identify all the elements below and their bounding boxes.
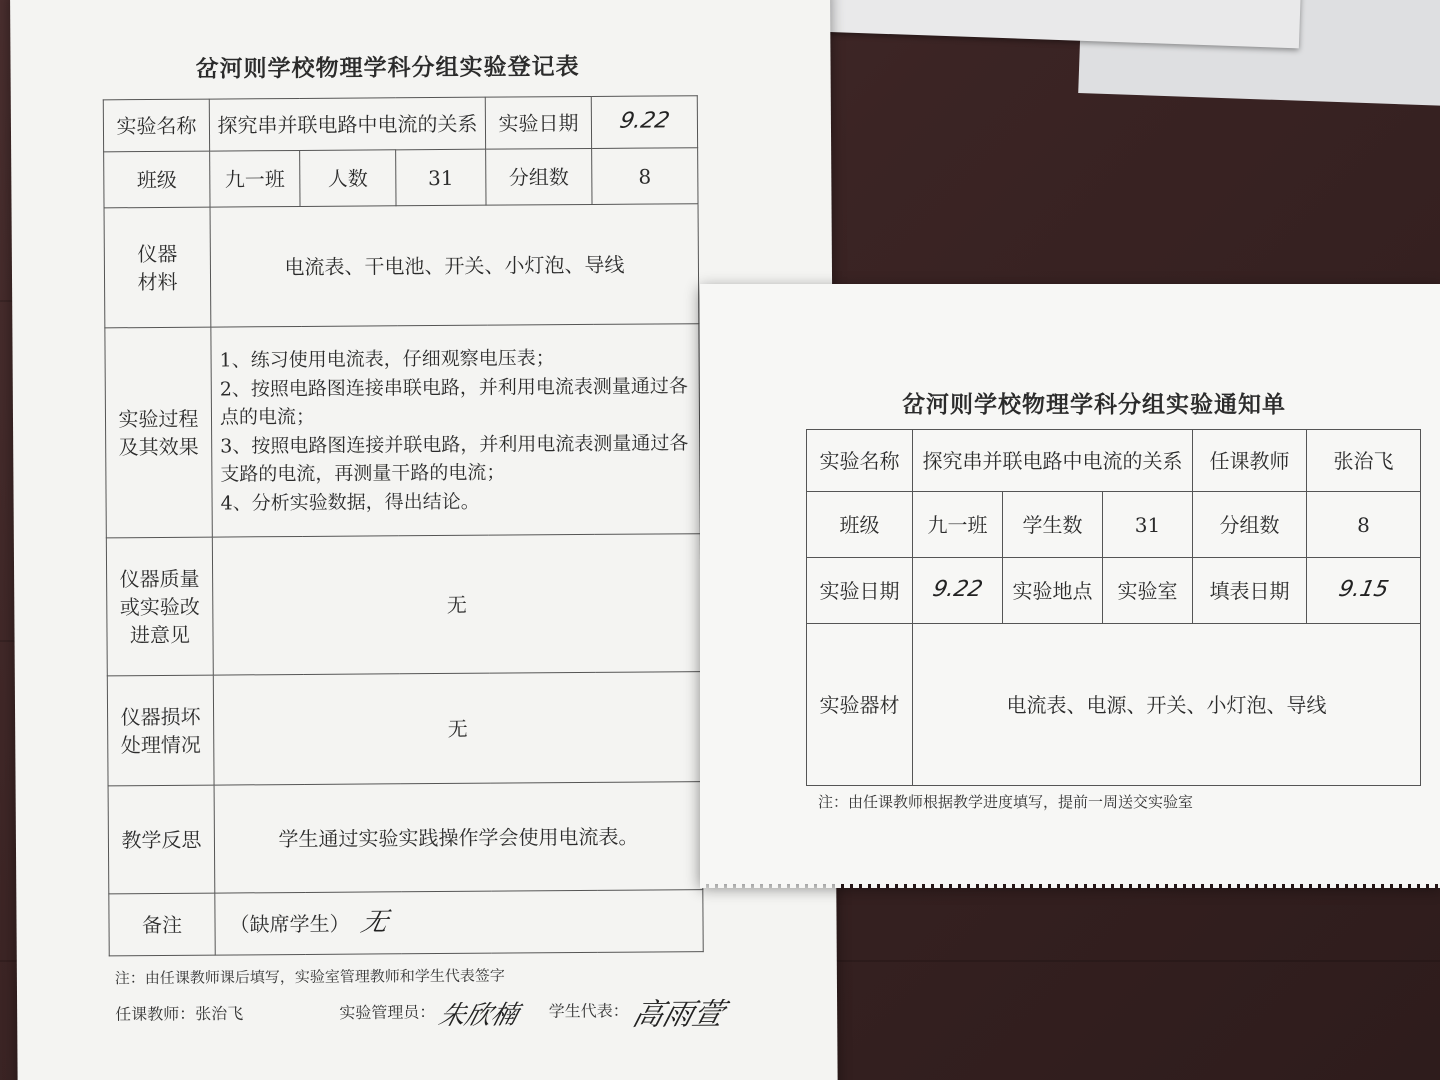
table-row (807, 558, 1421, 624)
equipment-label-line: 仪器 (137, 241, 178, 266)
experiment-name-label: 实验名称 (103, 99, 209, 152)
student-rep-signature: 高雨萱 (628, 997, 728, 1033)
notice-teacher-value: 张治飞 (1307, 430, 1421, 492)
table-row (107, 672, 702, 786)
student-rep-label: 学生代表： (548, 1001, 629, 1021)
quality-label-line: 仪器质量 (119, 566, 200, 591)
notice-form-table (806, 429, 1421, 786)
process-step: 4、分析实验数据，得出结论。 (220, 490, 480, 515)
process-steps (211, 324, 700, 537)
notice-experiment-name-value: 探究串并联电路中电流的关系 (913, 430, 1193, 492)
experiment-date-value (591, 96, 697, 149)
process-step: 3、按照电路图连接并联电路，并利用电流表测量通过各支路的电流，再测量干路的电流； (220, 431, 689, 486)
damage-label-line: 仪器损坏 (120, 704, 201, 729)
lab-manager-label: 实验管理员： (339, 1002, 436, 1023)
quality-label (106, 537, 213, 676)
registration-form-note: 注：由任课教师课后填写，实验室管理教师和学生代表签字 (114, 966, 505, 988)
notice-form-sheet (700, 284, 1440, 884)
table-row (105, 324, 700, 538)
table-row (807, 492, 1421, 558)
people-label: 人数 (300, 150, 396, 207)
process-step: 2、按照电路图连接串联电路，并利用电流表测量通过各点的电流； (219, 374, 688, 429)
table-row (807, 624, 1421, 786)
table-row (104, 204, 699, 328)
handwritten-date: 9.22 (930, 577, 985, 603)
equipment-label (104, 207, 211, 328)
quality-value: 无 (212, 534, 701, 675)
class-label: 班级 (104, 151, 210, 208)
notice-class-value: 九一班 (913, 492, 1003, 558)
damage-label (107, 675, 214, 786)
notice-equipment-value: 电流表、电源、开关、小灯泡、导线 (913, 624, 1421, 786)
equipment-value: 电流表、干电池、开关、小灯泡、导线 (210, 204, 699, 327)
people-value: 31 (396, 149, 486, 206)
notice-teacher-label: 任课教师 (1193, 430, 1307, 492)
notice-form-note: 注：由任课教师根据教学进度填写，提前一周送交实验室 (818, 793, 1194, 811)
notice-location-value: 实验室 (1103, 558, 1193, 624)
notice-location-label: 实验地点 (1003, 558, 1103, 624)
notice-fill-date-label: 填表日期 (1193, 558, 1307, 624)
remarks-value (215, 890, 703, 955)
notice-groups-value: 8 (1307, 492, 1421, 558)
notice-form-title: 岔河则学校物理学科分组实验通知单 (902, 391, 1286, 418)
experiment-date-label: 实验日期 (485, 96, 591, 149)
groups-value: 8 (592, 148, 698, 205)
notice-class-label: 班级 (807, 492, 913, 558)
remarks-text: （缺席学生） (229, 911, 350, 937)
table-row (103, 96, 697, 152)
process-label-line: 实验过程 (118, 406, 199, 431)
groups-label: 分组数 (486, 148, 592, 205)
equipment-label-line: 材料 (137, 269, 178, 294)
class-value: 九一班 (210, 150, 300, 207)
notice-equipment-label: 实验器材 (807, 624, 913, 786)
registration-form-title: 岔河则学校物理学科分组实验登记表 (195, 53, 580, 83)
signature-row (115, 989, 728, 1037)
damage-label-line: 处理情况 (120, 732, 201, 757)
process-label-line: 及其效果 (118, 434, 199, 459)
torn-edge (700, 882, 1440, 888)
handwritten-date: 9.15 (1336, 577, 1391, 603)
table-row (109, 890, 703, 956)
quality-label-line: 进意见 (129, 622, 191, 647)
notice-groups-label: 分组数 (1193, 492, 1307, 558)
notice-date-value (913, 558, 1003, 624)
remarks-label: 备注 (109, 893, 215, 956)
remarks-handwriting: 无 (358, 907, 392, 938)
reflection-label: 教学反思 (108, 785, 215, 894)
table-row (807, 430, 1421, 492)
table-row (108, 782, 703, 894)
notice-fill-date-value (1307, 558, 1421, 624)
spacer (248, 1018, 334, 1019)
notice-experiment-name-label: 实验名称 (807, 430, 913, 492)
handwritten-date: 9.22 (617, 108, 672, 134)
background-paper (819, 0, 1301, 48)
lab-manager-signature: 朱欣楠 (435, 999, 522, 1031)
teacher-label: 任课教师：张治飞 (115, 1003, 244, 1024)
quality-label-line: 或实验改 (119, 594, 200, 619)
process-label (105, 327, 212, 538)
table-row (104, 148, 698, 208)
notice-students-label: 学生数 (1003, 492, 1103, 558)
experiment-name-value: 探究串并联电路中电流的关系 (209, 97, 485, 151)
table-row (106, 534, 701, 676)
process-step: 1、练习使用电流表，仔细观察电压表； (219, 347, 555, 372)
reflection-value: 学生通过实验实践操作学会使用电流表。 (214, 782, 703, 893)
notice-date-label: 实验日期 (807, 558, 913, 624)
registration-form-table (103, 95, 704, 956)
damage-value: 无 (213, 672, 702, 785)
notice-students-value: 31 (1103, 492, 1193, 558)
